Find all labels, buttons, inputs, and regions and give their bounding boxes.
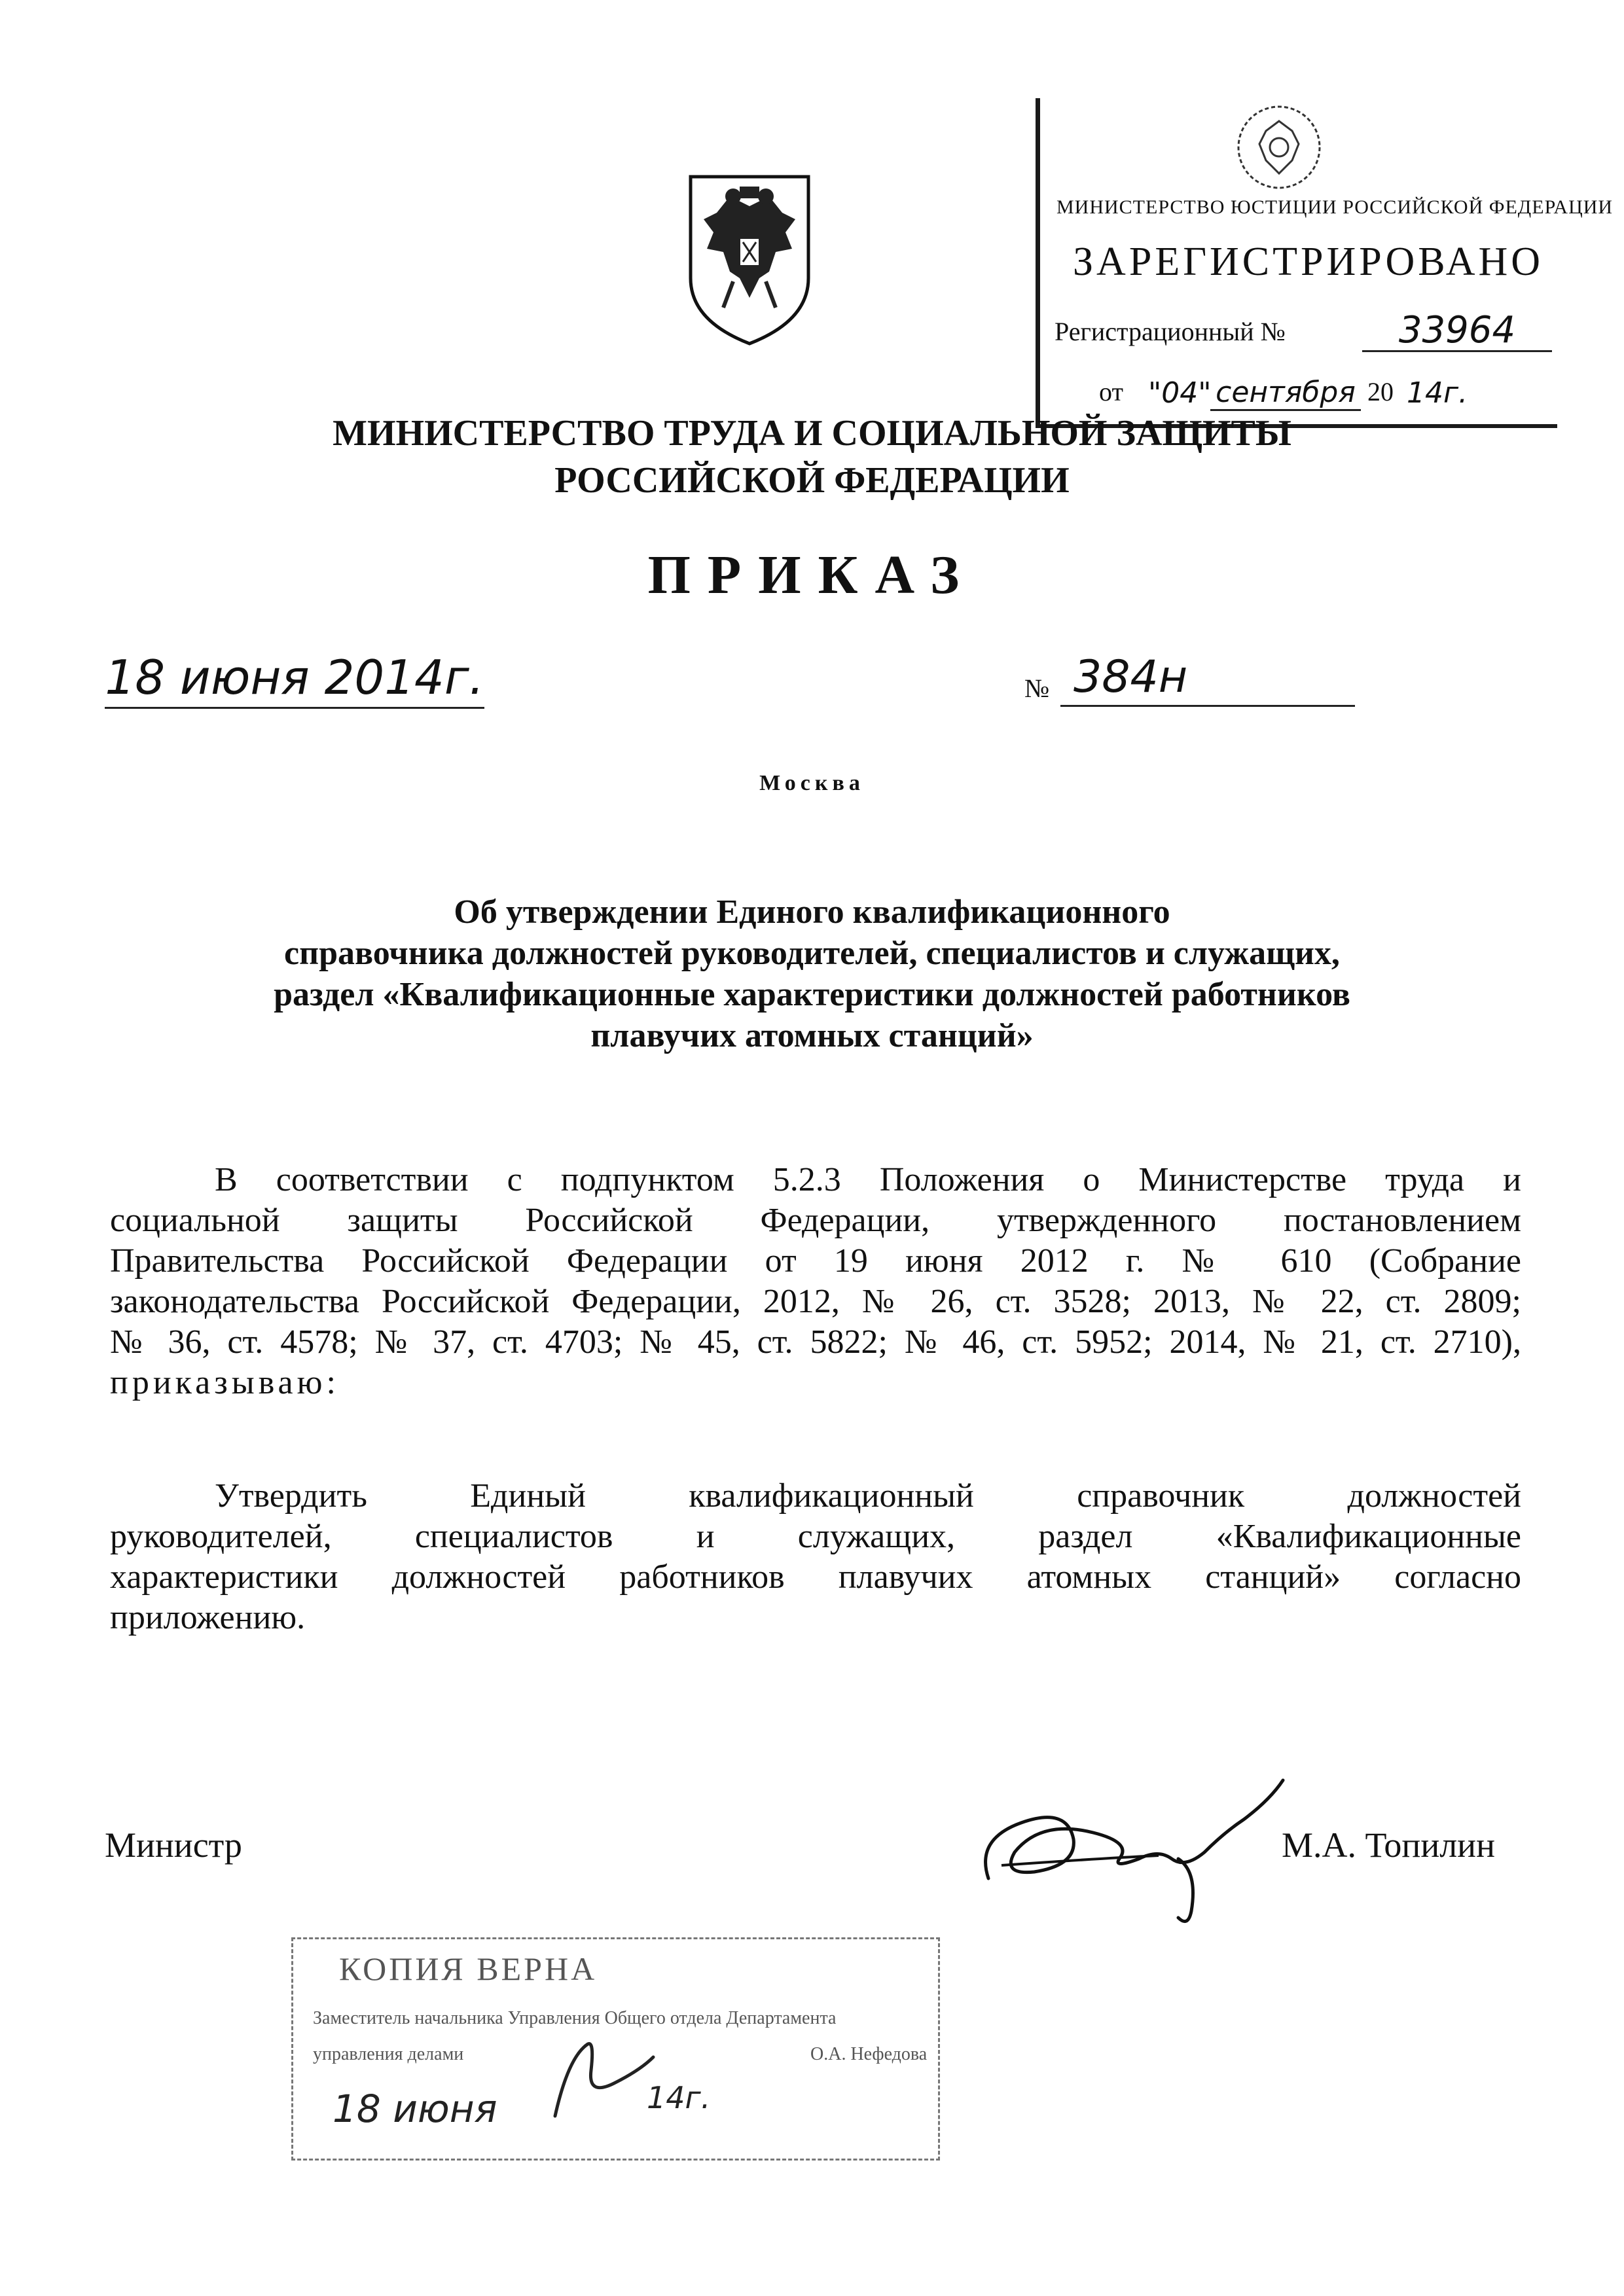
registration-stamp [1036, 98, 1614, 428]
paragraph-line: приложению. [110, 1599, 306, 1636]
registration-month: сентября [1210, 376, 1361, 411]
copy-stamp-position: Заместитель начальника Управления Общего отдела Департамента [313, 2008, 837, 2028]
registration-year-suffix: 14г. [1407, 376, 1468, 410]
preamble-paragraph [110, 1160, 1521, 1403]
signer-name: М.А. Топилин [1282, 1825, 1495, 1865]
paragraph-line: Правительства Российской Федерации от 19 июня 2012 г. № 610 (Собрание [110, 1242, 1521, 1280]
order-date: 18 июня 2014г. [105, 648, 484, 709]
registration-ministry: МИНИСТЕРСТВО ЮСТИЦИИ РОССИЙСКОЙ ФЕДЕРАЦИИ [1056, 196, 1614, 218]
registration-number-label: Регистрационный № [1055, 317, 1286, 346]
ministry-seal-icon [1230, 98, 1328, 196]
copy-stamp-year: 14г. [647, 2080, 711, 2115]
paragraph-line: законодательства Российской Федерации, 2012, № 26, ст. 3528; 2013, № 22, ст. 2809; [110, 1283, 1521, 1320]
paragraph-line: Утвердить Единый квалификационный справочник должностей [215, 1477, 1521, 1515]
city: Москва [759, 771, 865, 795]
ministry-name-line1: МИНИСТЕРСТВО ТРУДА И СОЦИАЛЬНОЙ ЗАЩИТЫ [333, 413, 1291, 454]
order-number: 384н [1060, 648, 1355, 707]
title-line: плавучих атомных станций» [590, 1017, 1034, 1054]
registration-number-value: 33964 [1362, 311, 1552, 352]
title-line: справочника должностей руководителей, специалистов и служащих, [284, 935, 1340, 972]
paragraph-line: социальной защиты Российской Федерации, утвержденного постановлением [110, 1202, 1521, 1239]
copy-stamp-signature [542, 2018, 673, 2136]
document-type-heading: ПРИКАЗ [647, 545, 977, 605]
copy-stamp-name: О.А. Нефедова [810, 2044, 928, 2064]
copy-stamp-department: управления делами [313, 2044, 464, 2064]
copy-stamp-title: КОПИЯ ВЕРНА [339, 1950, 598, 1987]
coat-of-arms-emblem [677, 167, 821, 350]
paragraph-line: характеристики должностей работников плавучих атомных станций» согласно [110, 1558, 1521, 1596]
registration-title: ЗАРЕГИСТРИРОВАНО [1073, 240, 1544, 284]
copy-stamp-date: 18 июня [333, 2087, 497, 2131]
certified-copy-stamp [291, 1937, 940, 2161]
registration-year-prefix: 20 [1367, 377, 1394, 406]
registration-number-row [1055, 306, 1552, 352]
paragraph-line: № 36, ст. 4578; № 37, ст. 4703; № 45, ст. 5822; № 46, ст. 5952; 2014, № 21, ст. 2710), [110, 1323, 1521, 1361]
document-title [0, 891, 1624, 1056]
paragraph-line: В соответствии с подпунктом 5.2.3 Положения о Министерстве труда и [215, 1161, 1521, 1198]
paragraph-line: руководителей, специалистов и служащих, раздел «Квалификационные [110, 1518, 1521, 1555]
paragraph-line-order-word: приказываю: [110, 1364, 340, 1401]
title-line: раздел «Квалификационные характеристики должностей работников [274, 976, 1350, 1013]
signer-title: Министр [105, 1825, 242, 1865]
registration-from-label: от [1099, 377, 1123, 406]
title-line: Об утверждении Единого квалификационного [454, 893, 1170, 931]
registration-day: "04" [1148, 376, 1212, 410]
resolution-paragraph [110, 1476, 1521, 1638]
registration-date-row [1099, 361, 1557, 414]
ministry-name-line2: РОССИЙСКОЙ ФЕДЕРАЦИИ [554, 460, 1070, 501]
handwritten-signature [962, 1761, 1303, 1931]
order-number-label: № [1024, 673, 1050, 703]
